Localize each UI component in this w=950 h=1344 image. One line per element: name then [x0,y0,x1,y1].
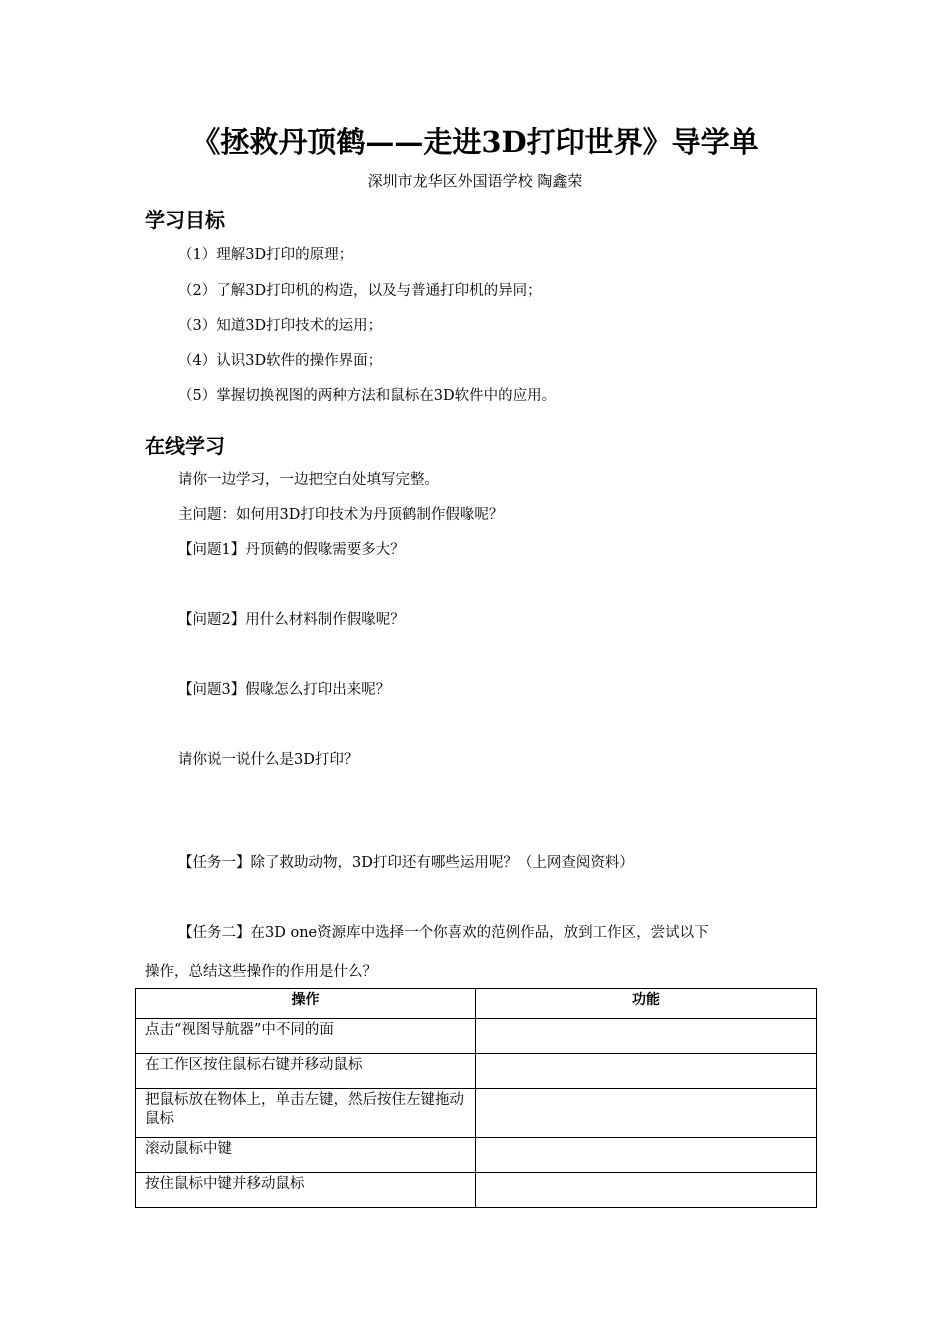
section-heading-online-learning: 在线学习 [145,434,225,458]
table-row [136,1089,817,1138]
function-cell [476,1089,817,1138]
operation-cell: 在工作区按住鼠标右键并移动鼠标 [136,1054,476,1089]
task-2-continued: 操作，总结这些操作的作用是什么？ [145,964,377,980]
objective-item: （5）掌握切换视图的两种方法和鼠标在3D软件中的应用。 [178,388,557,404]
column-header-function: 功能 [476,989,817,1019]
document-title: 《拯救丹顶鹤——走进3D打印世界》导学单 [191,125,759,159]
operation-cell: 点击“视图导航器”中不同的面 [136,1019,476,1054]
objective-item: （1）理解3D打印的原理； [178,247,354,263]
main-question: 主问题：如何用3D打印技术为丹顶鹤制作假喙呢？ [178,507,504,523]
operation-cell: 按住鼠标中键并移动鼠标 [136,1173,476,1208]
table-row [136,1173,817,1208]
objective-item: （3）知道3D打印技术的运用； [178,318,383,334]
table-row [136,1019,817,1054]
question-1: 【问题1】丹顶鹤的假喙需要多大？ [178,542,405,558]
function-cell [476,1173,817,1208]
operations-table [135,988,817,1208]
table-row [136,1054,817,1089]
question-2: 【问题2】用什么材料制作假喙呢？ [178,612,405,628]
objective-item: （2）了解3D打印机的构造，以及与普通打印机的异同； [178,283,542,299]
task-1: 【任务一】除了救助动物，3D打印还有哪些运用呢？（上网查阅资料） [178,855,634,871]
table-header-row [136,989,817,1019]
question-what-is-3d-printing: 请你说一说什么是3D打印？ [178,752,359,768]
operation-cell: 把鼠标放在物体上，单击左键，然后按住左键拖动鼠标 [136,1089,476,1138]
question-3: 【问题3】假喙怎么打印出来呢？ [178,682,391,698]
column-header-operation: 操作 [136,989,476,1019]
table-row [136,1138,817,1173]
operation-cell: 滚动鼠标中键 [136,1138,476,1173]
function-cell [476,1019,817,1054]
author-line: 深圳市龙华区外国语学校 陶鑫荣 [367,172,583,190]
section-heading-objectives: 学习目标 [145,208,225,232]
objective-item: （4）认识3D软件的操作界面； [178,353,383,369]
task-2: 【任务二】在3D one资源库中选择一个你喜欢的范例作品，放到工作区，尝试以下 [178,925,709,941]
function-cell [476,1054,817,1089]
function-cell [476,1138,817,1173]
intro-text: 请你一边学习，一边把空白处填写完整。 [178,472,439,488]
